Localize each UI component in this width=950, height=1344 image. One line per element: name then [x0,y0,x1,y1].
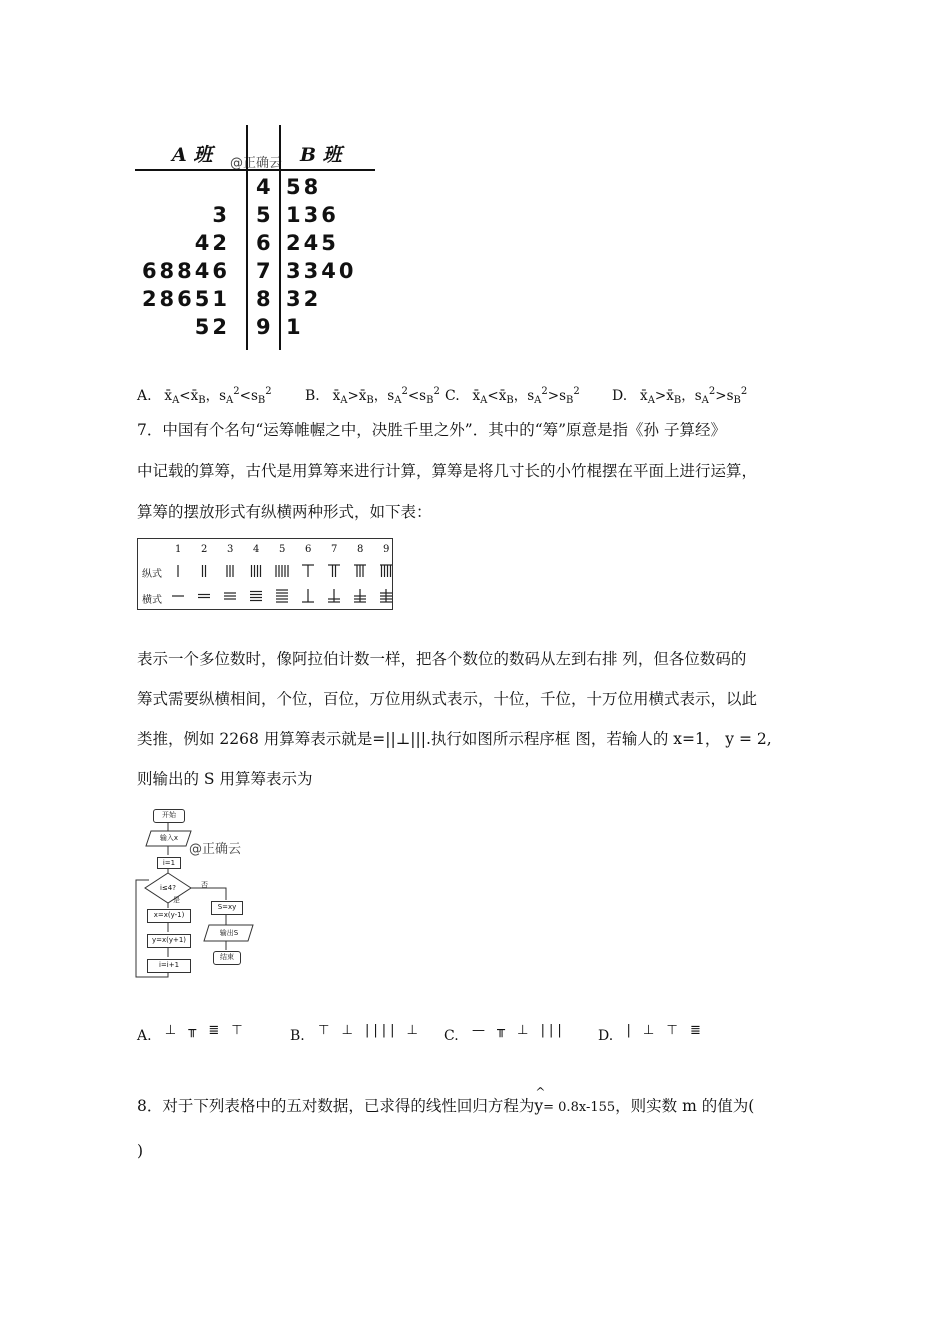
option-b[interactable]: B. $x̄_A>x̄_B$，$s_A^2<s_B^2$ [305,386,440,406]
stem-leaf-leaves-a: 68846 [141,259,230,283]
rod-number-1: 1 [175,544,182,555]
stem-leaf-leaves-a: 28651 [141,287,230,311]
stem-leaf-leaves-b: 58 [286,175,322,199]
option-c[interactable]: C. $x̄_A<x̄_B$，$s_A^2>s_B^2$ [445,386,580,406]
flow-no: 否 [201,881,208,889]
rod-number-9: 9 [383,544,390,555]
y-hat: ^ y [534,1085,546,1115]
rod-number-5: 5 [279,544,286,555]
stem-leaf-stem: 6 [256,231,274,255]
q7-line-4: 表示一个多位数时，像阿拉伯计数一样，把各个数位的数码从左到右排 列，但各位数码的 [137,650,747,668]
flow-end: 结束 [213,951,241,965]
q7-option-a[interactable]: A. ⊥ ╥ ≣ ⊤ [137,1023,247,1044]
stem-leaf-leaves-a: 52 [194,315,230,339]
stem-leaf-leaves-b: 136 [286,203,339,227]
q7-option-d[interactable]: D. | ⊥ ⊤ ≣ [598,1023,705,1044]
flow-yes: 是 [173,896,180,904]
flow-condition: i≤4? [160,884,176,892]
rod-glyphs [138,539,392,609]
q8-line-2: ) [137,1142,144,1160]
header-class-b: B 班 [300,144,342,166]
rod-number-6: 6 [305,544,312,555]
flow-step-3: i=i+1 [147,959,191,973]
stem-leaf-plot [130,120,390,355]
q7-line-1: 7．中国有个名句“运筹帷幄之中，决胜千里之外”．其中的“筹”原意是指《孙 子算经》 [137,421,726,439]
stem-leaf-stem: 9 [256,315,274,339]
stem-leaf-leaves-a: 42 [194,231,230,255]
q7-line-7: 则输出的 S 用算筹表示为 [137,770,313,788]
flow-init: i=1 [157,857,181,869]
flow-start: 开始 [153,809,185,823]
row-label-horizontal: 横式 [142,595,162,606]
q7-option-b[interactable]: B. ⊤ ⊥ |||| ⊥ [290,1023,422,1044]
stem-leaf-leaves-b: 245 [286,231,339,255]
q7-line-5: 筹式需要纵横相间，个位，百位，万位用纵式表示，十位，千位，十万位用横式表示，以此 [137,690,758,708]
flow-step-2: y=x(y+1) [147,934,191,948]
stem-leaf-stem: 7 [256,259,274,283]
rod-number-2: 2 [201,544,208,555]
rod-number-3: 3 [227,544,234,555]
rod-number-4: 4 [253,544,260,555]
q7-line-6: 类推，例如 2268 用算筹表示就是=||⊥|||.执行如图所示程序框 图，若输人的 x=1， y = 2, [137,730,772,748]
rod-numeral-table [137,538,393,610]
rod-number-8: 8 [357,544,364,555]
q8-line-1: 8．对于下列表格中的五对数据，已求得的线性回归方程为 ^ y= 0.8x-155，则实数 m 的值为( [137,1085,755,1115]
flowchart [133,805,263,980]
q7-line-2: 中记载的算筹，古代是用算筹来进行计算，算筹是将几寸长的小竹棍摆在平面上进行运算， [137,462,758,480]
q7-line-3: 算筹的摆放形式有纵横两种形式，如下表： [137,503,432,521]
option-d[interactable]: D. $x̄_A>x̄_B$，$s_A^2>s_B^2$ [612,386,748,406]
row-label-vertical: 纵式 [142,569,162,580]
stem-leaf-stem: 8 [256,287,274,311]
stem-leaf-leaves-a: 3 [212,203,230,227]
header-class-a: A 班 [172,144,213,166]
stem-leaf-leaves-b: 1 [286,315,304,339]
watermark: @正确云 [230,156,283,171]
stem-leaf-stem: 5 [256,203,274,227]
flow-output: 输出S [219,929,239,937]
flow-step-1: x=x(y-1) [147,909,191,923]
stem-leaf-stem: 4 [256,175,274,199]
rod-number-7: 7 [331,544,338,555]
flow-input: 输入x [159,834,179,842]
stem-leaf-leaves-b: 32 [286,287,322,311]
flow-watermark: @正确云 [189,842,242,857]
option-a[interactable]: A. $x̄_A<x̄_B$，$s_A^2<s_B^2$ [137,386,272,406]
q7-option-c[interactable]: C. — ╥ ⊥ ||| [444,1023,566,1044]
flow-calc: S=xy [211,901,243,915]
stem-leaf-leaves-b: 3340 [286,259,357,283]
